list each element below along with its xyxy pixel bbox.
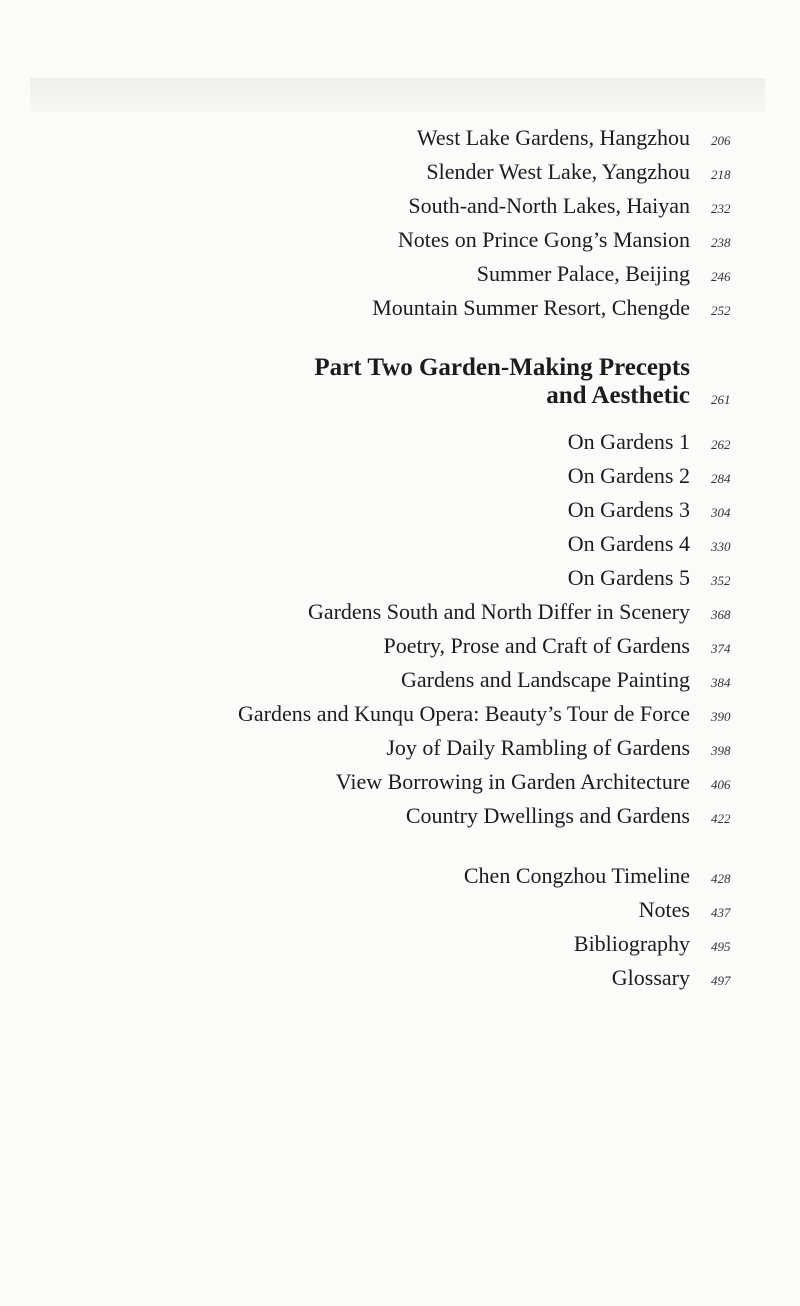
toc-entry-title: Country Dwellings and Gardens — [405, 803, 690, 828]
toc-entry-title: Gardens South and North Differ in Scenery — [307, 599, 690, 624]
toc-entry-page: 368 — [711, 607, 731, 622]
toc-entry-page: 304 — [711, 505, 731, 520]
toc-entry-title: On Gardens 5 — [567, 565, 690, 590]
toc-entry-page: 374 — [711, 641, 731, 656]
toc-entry-title: On Gardens 4 — [567, 531, 690, 556]
toc-entry-page: 384 — [711, 675, 731, 690]
toc-entry-page: 495 — [711, 939, 731, 954]
toc-entry-page: 428 — [711, 871, 731, 886]
toc-entry-page: 422 — [711, 811, 731, 826]
toc-entry-title: View Borrowing in Garden Architecture — [335, 769, 690, 794]
toc-entry-page: 262 — [711, 437, 731, 452]
toc-entry-title: Bibliography — [573, 931, 690, 956]
toc-entry-title: On Gardens 3 — [567, 497, 690, 522]
part-two-heading[interactable] — [314, 354, 690, 410]
toc-entry-title: On Gardens 2 — [567, 463, 690, 488]
toc-entry[interactable] — [0, 429, 800, 459]
toc-entry-title: On Gardens 1 — [567, 429, 690, 454]
toc-entry[interactable] — [0, 599, 800, 629]
toc-entry-title: Glossary — [611, 965, 690, 990]
toc-entry-title: Notes on Prince Gong’s Mansion — [397, 227, 690, 252]
toc-entry[interactable] — [0, 295, 800, 325]
toc-entry-page: 390 — [711, 709, 731, 724]
toc-entry[interactable] — [0, 261, 800, 291]
toc-entry-page: 218 — [711, 167, 731, 182]
toc-entry[interactable] — [0, 193, 800, 223]
toc-entry[interactable] — [0, 463, 800, 493]
part-two-heading-line2: and Aesthetic — [546, 382, 690, 409]
toc-entry-title: West Lake Gardens, Hangzhou — [416, 125, 690, 150]
toc-entry-page: 232 — [711, 201, 731, 216]
toc-entry[interactable] — [0, 769, 800, 799]
toc-entry[interactable] — [0, 897, 800, 927]
toc-entry[interactable] — [0, 701, 800, 731]
toc-entry-page: 206 — [711, 133, 731, 148]
toc-entry[interactable] — [0, 497, 800, 527]
toc-entry[interactable] — [0, 227, 800, 257]
toc-entry-page: 252 — [711, 303, 731, 318]
toc-entry[interactable] — [0, 565, 800, 595]
toc-entry-title: Gardens and Landscape Painting — [401, 667, 690, 692]
toc-entry-page: 497 — [711, 973, 731, 988]
toc-entry-page: 406 — [711, 777, 731, 792]
part-two-heading-line1: Part Two Garden-Making Precepts — [314, 354, 690, 381]
toc-entry-page: 398 — [711, 743, 731, 758]
toc-entry[interactable] — [0, 531, 800, 561]
toc-entry[interactable] — [0, 667, 800, 697]
toc-entry[interactable] — [0, 735, 800, 765]
toc-entry-title: Chen Congzhou Timeline — [463, 863, 690, 888]
toc-entry-title: Mountain Summer Resort, Chengde — [372, 295, 690, 320]
toc-entry[interactable] — [0, 633, 800, 663]
toc-entry[interactable] — [0, 803, 800, 833]
toc-entry-page: 437 — [711, 905, 731, 920]
toc-entry-title: South-and-North Lakes, Haiyan — [408, 193, 690, 218]
toc-entry[interactable] — [0, 965, 800, 995]
toc-entry-title: Summer Palace, Beijing — [476, 261, 690, 286]
toc-entry-page: 284 — [711, 471, 731, 486]
toc-entry-title: Gardens and Kunqu Opera: Beauty’s Tour de Force — [238, 701, 690, 726]
toc-entry-title: Joy of Daily Rambling of Gardens — [386, 735, 690, 760]
toc-entry-page: 352 — [711, 573, 731, 588]
part-two-page: 261 — [711, 392, 731, 407]
toc-entry[interactable] — [0, 863, 800, 893]
toc-entry[interactable] — [0, 125, 800, 155]
toc-entry-title: Poetry, Prose and Craft of Gardens — [383, 633, 690, 658]
toc-entry-page: 330 — [711, 539, 731, 554]
toc-entry[interactable] — [0, 931, 800, 961]
toc-entry-page: 238 — [711, 235, 731, 250]
toc-entry-page: 246 — [711, 269, 731, 284]
toc-entry[interactable] — [0, 159, 800, 189]
toc-entry-title: Notes — [638, 897, 690, 922]
toc-entry-title: Slender West Lake, Yangzhou — [426, 159, 690, 184]
